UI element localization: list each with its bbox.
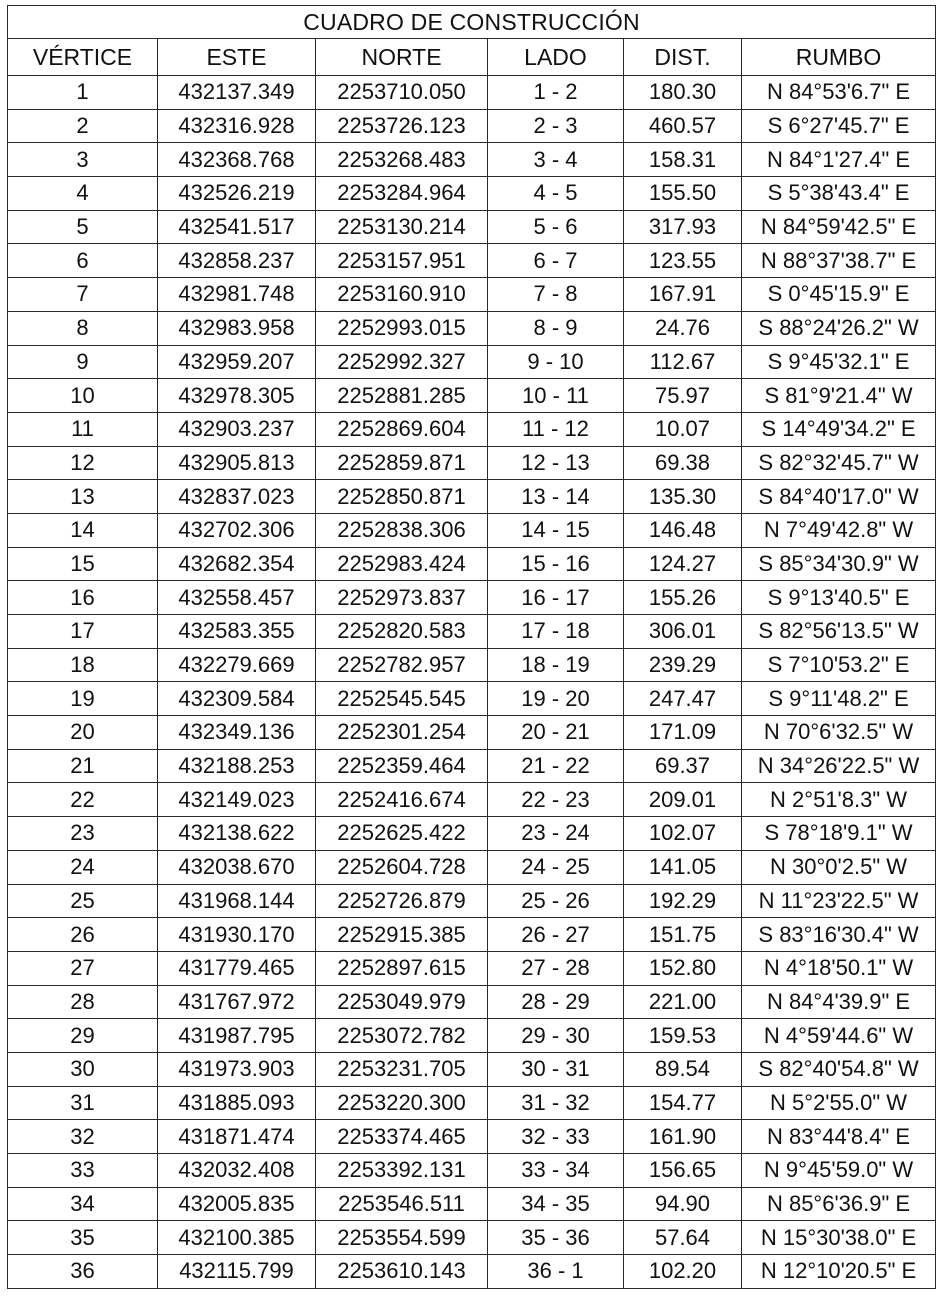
cell-lado: 12 - 13 bbox=[488, 446, 624, 480]
cell-este: 432188.253 bbox=[158, 749, 316, 783]
cell-rumbo: S 7°10'53.2" E bbox=[742, 648, 936, 682]
cell-dist: 124.27 bbox=[624, 547, 742, 581]
cell-norte: 2253231.705 bbox=[316, 1052, 488, 1086]
table-row bbox=[8, 1187, 936, 1221]
cell-este: 432137.349 bbox=[158, 76, 316, 110]
cell-norte: 2252859.871 bbox=[316, 446, 488, 480]
cell-norte: 2253374.465 bbox=[316, 1120, 488, 1154]
cell-vertice: 36 bbox=[8, 1255, 158, 1289]
cell-dist: 94.90 bbox=[624, 1187, 742, 1221]
cell-dist: 151.75 bbox=[624, 918, 742, 952]
cell-vertice: 7 bbox=[8, 278, 158, 312]
table-row bbox=[8, 547, 936, 581]
cell-este: 431987.795 bbox=[158, 1019, 316, 1053]
table-row bbox=[8, 345, 936, 379]
cell-lado: 31 - 32 bbox=[488, 1086, 624, 1120]
cell-este: 432115.799 bbox=[158, 1255, 316, 1289]
cell-dist: 123.55 bbox=[624, 244, 742, 278]
cell-norte: 2253554.599 bbox=[316, 1221, 488, 1255]
cell-lado: 2 - 3 bbox=[488, 109, 624, 143]
cell-rumbo: S 83°16'30.4" W bbox=[742, 918, 936, 952]
table-row bbox=[8, 1154, 936, 1188]
cell-rumbo: N 12°10'20.5" E bbox=[742, 1255, 936, 1289]
table-row bbox=[8, 177, 936, 211]
cell-este: 431779.465 bbox=[158, 951, 316, 985]
table-row bbox=[8, 783, 936, 817]
cell-rumbo: N 4°59'44.6" W bbox=[742, 1019, 936, 1053]
table-row bbox=[8, 379, 936, 413]
cell-dist: 239.29 bbox=[624, 648, 742, 682]
cell-vertice: 13 bbox=[8, 480, 158, 514]
cell-rumbo: N 9°45'59.0" W bbox=[742, 1154, 936, 1188]
cell-vertice: 6 bbox=[8, 244, 158, 278]
cell-rumbo: S 14°49'34.2" E bbox=[742, 412, 936, 446]
cell-rumbo: S 6°27'45.7" E bbox=[742, 109, 936, 143]
cell-dist: 306.01 bbox=[624, 615, 742, 649]
cell-vertice: 33 bbox=[8, 1154, 158, 1188]
cell-lado: 1 - 2 bbox=[488, 76, 624, 110]
cell-norte: 2252973.837 bbox=[316, 581, 488, 615]
cell-rumbo: N 11°23'22.5" W bbox=[742, 884, 936, 918]
cell-este: 432858.237 bbox=[158, 244, 316, 278]
cell-rumbo: N 2°51'8.3" W bbox=[742, 783, 936, 817]
cell-lado: 19 - 20 bbox=[488, 682, 624, 716]
table-row bbox=[8, 648, 936, 682]
table-row bbox=[8, 884, 936, 918]
cell-dist: 221.00 bbox=[624, 985, 742, 1019]
table-row bbox=[8, 615, 936, 649]
cell-vertice: 14 bbox=[8, 513, 158, 547]
table-row bbox=[8, 210, 936, 244]
header-este: ESTE bbox=[158, 39, 316, 76]
header-rumbo: RUMBO bbox=[742, 39, 936, 76]
cell-este: 431973.903 bbox=[158, 1052, 316, 1086]
cell-vertice: 28 bbox=[8, 985, 158, 1019]
cell-vertice: 25 bbox=[8, 884, 158, 918]
cell-dist: 112.67 bbox=[624, 345, 742, 379]
cell-vertice: 20 bbox=[8, 716, 158, 750]
cell-dist: 102.07 bbox=[624, 817, 742, 851]
cell-lado: 33 - 34 bbox=[488, 1154, 624, 1188]
cell-norte: 2252726.879 bbox=[316, 884, 488, 918]
cell-vertice: 23 bbox=[8, 817, 158, 851]
cell-rumbo: N 84°59'42.5" E bbox=[742, 210, 936, 244]
cell-dist: 135.30 bbox=[624, 480, 742, 514]
cell-lado: 9 - 10 bbox=[488, 345, 624, 379]
cell-rumbo: N 83°44'8.4" E bbox=[742, 1120, 936, 1154]
construction-table bbox=[7, 5, 936, 1289]
cell-lado: 35 - 36 bbox=[488, 1221, 624, 1255]
cell-este: 432316.928 bbox=[158, 109, 316, 143]
cell-este: 432138.622 bbox=[158, 817, 316, 851]
cell-norte: 2252915.385 bbox=[316, 918, 488, 952]
cell-norte: 2252992.327 bbox=[316, 345, 488, 379]
cell-rumbo: S 5°38'43.4" E bbox=[742, 177, 936, 211]
cell-lado: 8 - 9 bbox=[488, 311, 624, 345]
cell-dist: 154.77 bbox=[624, 1086, 742, 1120]
table-row bbox=[8, 1120, 936, 1154]
cell-dist: 159.53 bbox=[624, 1019, 742, 1053]
cell-norte: 2253710.050 bbox=[316, 76, 488, 110]
cell-dist: 158.31 bbox=[624, 143, 742, 177]
cell-este: 432309.584 bbox=[158, 682, 316, 716]
table-row bbox=[8, 412, 936, 446]
cell-norte: 2252545.545 bbox=[316, 682, 488, 716]
cell-vertice: 4 bbox=[8, 177, 158, 211]
cell-vertice: 34 bbox=[8, 1187, 158, 1221]
cell-rumbo: N 84°1'27.4" E bbox=[742, 143, 936, 177]
cell-este: 431871.474 bbox=[158, 1120, 316, 1154]
cell-vertice: 29 bbox=[8, 1019, 158, 1053]
cell-lado: 15 - 16 bbox=[488, 547, 624, 581]
cell-dist: 317.93 bbox=[624, 210, 742, 244]
cell-lado: 17 - 18 bbox=[488, 615, 624, 649]
cell-dist: 171.09 bbox=[624, 716, 742, 750]
cell-este: 432981.748 bbox=[158, 278, 316, 312]
cell-este: 431930.170 bbox=[158, 918, 316, 952]
cell-dist: 10.07 bbox=[624, 412, 742, 446]
cell-norte: 2253157.951 bbox=[316, 244, 488, 278]
cell-norte: 2253160.910 bbox=[316, 278, 488, 312]
cell-dist: 209.01 bbox=[624, 783, 742, 817]
cell-norte: 2253546.511 bbox=[316, 1187, 488, 1221]
cell-este: 432903.237 bbox=[158, 412, 316, 446]
table-row bbox=[8, 749, 936, 783]
cell-lado: 11 - 12 bbox=[488, 412, 624, 446]
table-row bbox=[8, 918, 936, 952]
cell-norte: 2252869.604 bbox=[316, 412, 488, 446]
cell-dist: 460.57 bbox=[624, 109, 742, 143]
cell-este: 431767.972 bbox=[158, 985, 316, 1019]
cell-vertice: 16 bbox=[8, 581, 158, 615]
cell-vertice: 17 bbox=[8, 615, 158, 649]
cell-norte: 2252897.615 bbox=[316, 951, 488, 985]
construction-table-document bbox=[7, 5, 935, 1289]
table-row bbox=[8, 581, 936, 615]
cell-lado: 32 - 33 bbox=[488, 1120, 624, 1154]
cell-este: 431885.093 bbox=[158, 1086, 316, 1120]
cell-lado: 27 - 28 bbox=[488, 951, 624, 985]
cell-norte: 2253049.979 bbox=[316, 985, 488, 1019]
cell-vertice: 15 bbox=[8, 547, 158, 581]
cell-este: 432558.457 bbox=[158, 581, 316, 615]
cell-este: 432702.306 bbox=[158, 513, 316, 547]
cell-lado: 20 - 21 bbox=[488, 716, 624, 750]
table-row bbox=[8, 143, 936, 177]
cell-lado: 16 - 17 bbox=[488, 581, 624, 615]
cell-dist: 152.80 bbox=[624, 951, 742, 985]
cell-lado: 4 - 5 bbox=[488, 177, 624, 211]
cell-vertice: 3 bbox=[8, 143, 158, 177]
table-row bbox=[8, 76, 936, 110]
cell-lado: 10 - 11 bbox=[488, 379, 624, 413]
cell-este: 432541.517 bbox=[158, 210, 316, 244]
cell-este: 432959.207 bbox=[158, 345, 316, 379]
table-row bbox=[8, 716, 936, 750]
cell-vertice: 31 bbox=[8, 1086, 158, 1120]
cell-norte: 2252838.306 bbox=[316, 513, 488, 547]
cell-rumbo: N 84°4'39.9" E bbox=[742, 985, 936, 1019]
cell-este: 432038.670 bbox=[158, 850, 316, 884]
cell-vertice: 9 bbox=[8, 345, 158, 379]
cell-dist: 247.47 bbox=[624, 682, 742, 716]
cell-vertice: 5 bbox=[8, 210, 158, 244]
cell-dist: 155.50 bbox=[624, 177, 742, 211]
cell-lado: 13 - 14 bbox=[488, 480, 624, 514]
cell-rumbo: S 9°11'48.2" E bbox=[742, 682, 936, 716]
cell-norte: 2252850.871 bbox=[316, 480, 488, 514]
table-row bbox=[8, 1019, 936, 1053]
table-row bbox=[8, 278, 936, 312]
cell-rumbo: S 9°45'32.1" E bbox=[742, 345, 936, 379]
cell-norte: 2252604.728 bbox=[316, 850, 488, 884]
cell-rumbo: S 82°40'54.8" W bbox=[742, 1052, 936, 1086]
table-row bbox=[8, 1255, 936, 1289]
cell-rumbo: S 82°56'13.5" W bbox=[742, 615, 936, 649]
cell-lado: 29 - 30 bbox=[488, 1019, 624, 1053]
table-row bbox=[8, 1052, 936, 1086]
cell-rumbo: S 85°34'30.9" W bbox=[742, 547, 936, 581]
cell-vertice: 2 bbox=[8, 109, 158, 143]
cell-vertice: 30 bbox=[8, 1052, 158, 1086]
cell-norte: 2253726.123 bbox=[316, 109, 488, 143]
cell-dist: 141.05 bbox=[624, 850, 742, 884]
cell-norte: 2253072.782 bbox=[316, 1019, 488, 1053]
cell-dist: 167.91 bbox=[624, 278, 742, 312]
cell-rumbo: S 78°18'9.1" W bbox=[742, 817, 936, 851]
cell-lado: 22 - 23 bbox=[488, 783, 624, 817]
table-row bbox=[8, 244, 936, 278]
cell-norte: 2252983.424 bbox=[316, 547, 488, 581]
cell-vertice: 32 bbox=[8, 1120, 158, 1154]
table-row bbox=[8, 817, 936, 851]
cell-norte: 2252625.422 bbox=[316, 817, 488, 851]
cell-vertice: 22 bbox=[8, 783, 158, 817]
cell-rumbo: S 9°13'40.5" E bbox=[742, 581, 936, 615]
cell-este: 432682.354 bbox=[158, 547, 316, 581]
header-vertice: VÉRTICE bbox=[8, 39, 158, 76]
cell-rumbo: N 34°26'22.5" W bbox=[742, 749, 936, 783]
cell-lado: 26 - 27 bbox=[488, 918, 624, 952]
cell-rumbo: N 15°30'38.0" E bbox=[742, 1221, 936, 1255]
cell-lado: 3 - 4 bbox=[488, 143, 624, 177]
cell-este: 432149.023 bbox=[158, 783, 316, 817]
cell-lado: 25 - 26 bbox=[488, 884, 624, 918]
cell-lado: 14 - 15 bbox=[488, 513, 624, 547]
header-dist: DIST. bbox=[624, 39, 742, 76]
cell-dist: 69.37 bbox=[624, 749, 742, 783]
table-row bbox=[8, 480, 936, 514]
cell-este: 432100.385 bbox=[158, 1221, 316, 1255]
cell-este: 432032.408 bbox=[158, 1154, 316, 1188]
cell-este: 432978.305 bbox=[158, 379, 316, 413]
cell-rumbo: N 30°0'2.5" W bbox=[742, 850, 936, 884]
cell-vertice: 27 bbox=[8, 951, 158, 985]
cell-norte: 2253392.131 bbox=[316, 1154, 488, 1188]
cell-vertice: 1 bbox=[8, 76, 158, 110]
table-row bbox=[8, 311, 936, 345]
cell-este: 432583.355 bbox=[158, 615, 316, 649]
cell-lado: 5 - 6 bbox=[488, 210, 624, 244]
cell-este: 432983.958 bbox=[158, 311, 316, 345]
cell-vertice: 26 bbox=[8, 918, 158, 952]
cell-rumbo: N 84°53'6.7" E bbox=[742, 76, 936, 110]
cell-vertice: 24 bbox=[8, 850, 158, 884]
cell-lado: 30 - 31 bbox=[488, 1052, 624, 1086]
cell-este: 432279.669 bbox=[158, 648, 316, 682]
cell-rumbo: N 7°49'42.8" W bbox=[742, 513, 936, 547]
cell-norte: 2253220.300 bbox=[316, 1086, 488, 1120]
cell-este: 432837.023 bbox=[158, 480, 316, 514]
cell-vertice: 12 bbox=[8, 446, 158, 480]
table-row bbox=[8, 1221, 936, 1255]
cell-rumbo: S 0°45'15.9" E bbox=[742, 278, 936, 312]
cell-rumbo: S 84°40'17.0" W bbox=[742, 480, 936, 514]
header-norte: NORTE bbox=[316, 39, 488, 76]
cell-este: 432368.768 bbox=[158, 143, 316, 177]
cell-norte: 2252782.957 bbox=[316, 648, 488, 682]
cell-dist: 180.30 bbox=[624, 76, 742, 110]
cell-rumbo: S 81°9'21.4" W bbox=[742, 379, 936, 413]
cell-norte: 2252993.015 bbox=[316, 311, 488, 345]
cell-vertice: 19 bbox=[8, 682, 158, 716]
cell-este: 432905.813 bbox=[158, 446, 316, 480]
cell-rumbo: S 82°32'45.7" W bbox=[742, 446, 936, 480]
cell-vertice: 18 bbox=[8, 648, 158, 682]
cell-vertice: 8 bbox=[8, 311, 158, 345]
cell-este: 432526.219 bbox=[158, 177, 316, 211]
cell-este: 432005.835 bbox=[158, 1187, 316, 1221]
cell-rumbo: N 88°37'38.7" E bbox=[742, 244, 936, 278]
table-body bbox=[8, 76, 936, 1289]
cell-lado: 18 - 19 bbox=[488, 648, 624, 682]
cell-rumbo: S 88°24'26.2" W bbox=[742, 311, 936, 345]
table-row bbox=[8, 1086, 936, 1120]
cell-dist: 75.97 bbox=[624, 379, 742, 413]
cell-norte: 2253284.964 bbox=[316, 177, 488, 211]
table-row bbox=[8, 446, 936, 480]
cell-vertice: 10 bbox=[8, 379, 158, 413]
cell-lado: 28 - 29 bbox=[488, 985, 624, 1019]
cell-lado: 24 - 25 bbox=[488, 850, 624, 884]
cell-dist: 156.65 bbox=[624, 1154, 742, 1188]
cell-norte: 2252881.285 bbox=[316, 379, 488, 413]
cell-norte: 2253130.214 bbox=[316, 210, 488, 244]
table-row bbox=[8, 951, 936, 985]
cell-rumbo: N 4°18'50.1" W bbox=[742, 951, 936, 985]
table-row bbox=[8, 109, 936, 143]
cell-dist: 57.64 bbox=[624, 1221, 742, 1255]
cell-este: 432349.136 bbox=[158, 716, 316, 750]
table-row bbox=[8, 850, 936, 884]
cell-dist: 146.48 bbox=[624, 513, 742, 547]
cell-lado: 34 - 35 bbox=[488, 1187, 624, 1221]
cell-dist: 102.20 bbox=[624, 1255, 742, 1289]
cell-este: 431968.144 bbox=[158, 884, 316, 918]
cell-lado: 23 - 24 bbox=[488, 817, 624, 851]
cell-norte: 2252359.464 bbox=[316, 749, 488, 783]
cell-norte: 2252301.254 bbox=[316, 716, 488, 750]
cell-rumbo: N 85°6'36.9" E bbox=[742, 1187, 936, 1221]
cell-lado: 21 - 22 bbox=[488, 749, 624, 783]
cell-vertice: 35 bbox=[8, 1221, 158, 1255]
cell-rumbo: N 5°2'55.0" W bbox=[742, 1086, 936, 1120]
cell-dist: 24.76 bbox=[624, 311, 742, 345]
cell-lado: 6 - 7 bbox=[488, 244, 624, 278]
header-lado: LADO bbox=[488, 39, 624, 76]
cell-norte: 2253268.483 bbox=[316, 143, 488, 177]
cell-rumbo: N 70°6'32.5" W bbox=[742, 716, 936, 750]
table-title: CUADRO DE CONSTRUCCIÓN bbox=[8, 6, 936, 39]
cell-lado: 36 - 1 bbox=[488, 1255, 624, 1289]
table-row bbox=[8, 682, 936, 716]
table-row bbox=[8, 985, 936, 1019]
cell-norte: 2252820.583 bbox=[316, 615, 488, 649]
cell-norte: 2253610.143 bbox=[316, 1255, 488, 1289]
cell-norte: 2252416.674 bbox=[316, 783, 488, 817]
header-row bbox=[8, 39, 936, 76]
cell-vertice: 11 bbox=[8, 412, 158, 446]
table-row bbox=[8, 513, 936, 547]
cell-dist: 89.54 bbox=[624, 1052, 742, 1086]
cell-lado: 7 - 8 bbox=[488, 278, 624, 312]
cell-dist: 155.26 bbox=[624, 581, 742, 615]
cell-dist: 69.38 bbox=[624, 446, 742, 480]
cell-vertice: 21 bbox=[8, 749, 158, 783]
cell-dist: 192.29 bbox=[624, 884, 742, 918]
cell-dist: 161.90 bbox=[624, 1120, 742, 1154]
